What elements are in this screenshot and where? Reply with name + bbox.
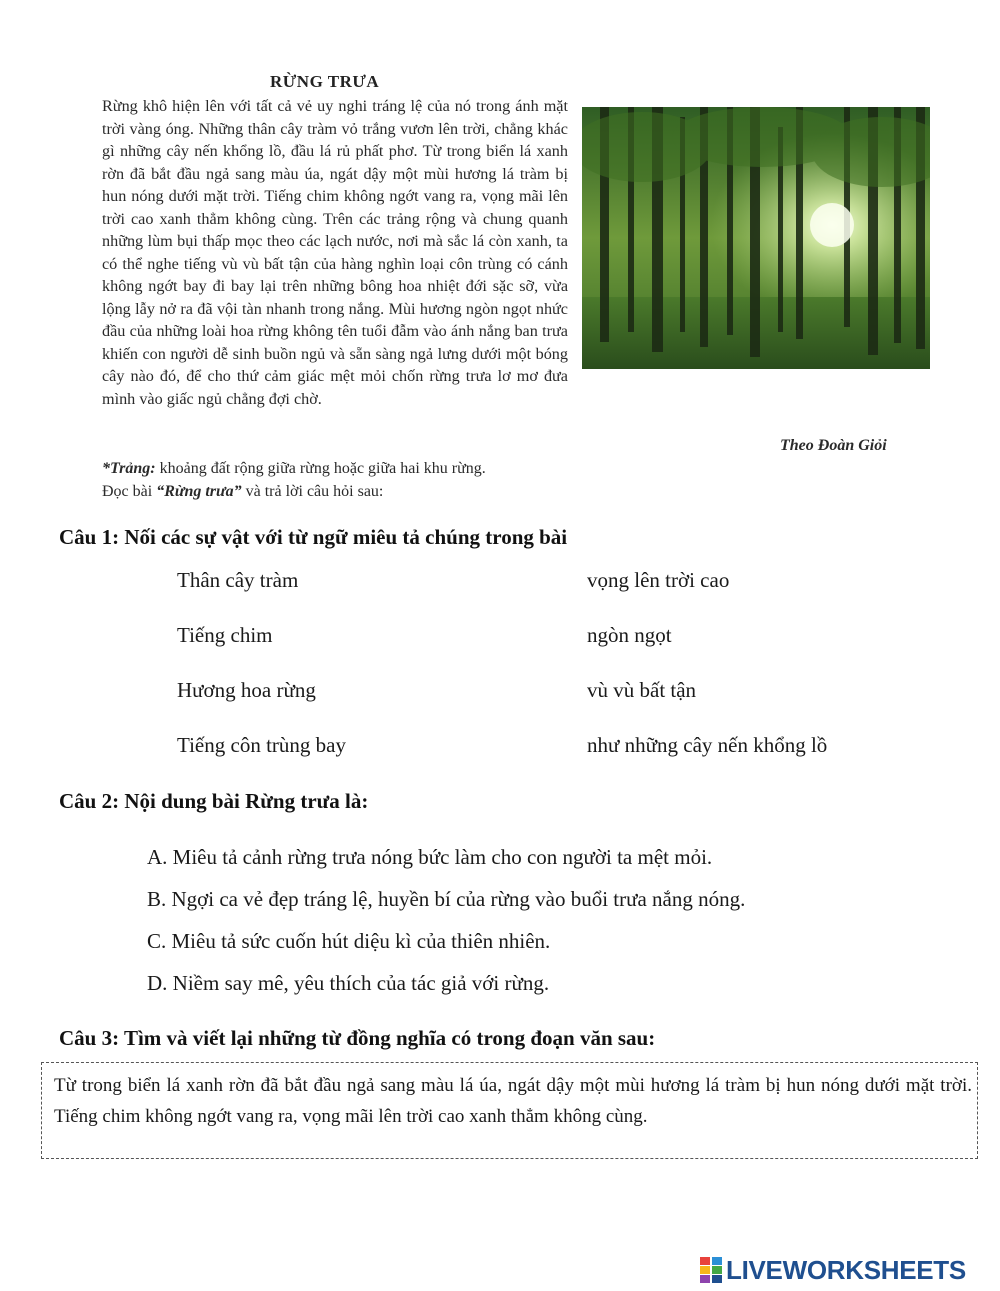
q3-paragraph[interactable]: Từ trong biển lá xanh rờn đã bắt đầu ngả sang màu lá úa, ngát dậy một mùi hương lá tràm bị hun nóng dưới mặt trời. Tiếng chim không ngớt vang ra, vọng mãi lên trời cao xanh thẳm không cùng. <box>54 1075 972 1127</box>
q1-left-item-3[interactable]: Hương hoa rừng <box>177 678 316 702</box>
forest-photo <box>582 107 930 369</box>
footnote-definition: khoảng đất rộng giữa rừng hoặc giữa hai khu rừng. <box>155 460 486 477</box>
footnote <box>102 458 486 503</box>
q2-option-d[interactable]: D. Niềm say mê, yêu thích của tác giả với rừng. <box>147 971 550 995</box>
passage-title: RỪNG TRƯA <box>270 72 380 91</box>
q1-title: Câu 1: Nối các sự vật với từ ngữ miêu tả chúng trong bài <box>59 525 568 549</box>
liveworksheets-logo <box>700 1254 966 1286</box>
q1-left-item-1[interactable]: Thân cây tràm <box>177 568 299 592</box>
logo-blocks-icon <box>700 1257 722 1283</box>
instruction-title: “Rừng trưa” <box>156 482 242 500</box>
instruction-line <box>102 481 486 504</box>
q1-left-item-2[interactable]: Tiếng chim <box>177 623 273 647</box>
q1-right-item-3[interactable]: vù vù bất tận <box>587 678 697 702</box>
q1-right-item-2[interactable]: ngòn ngọt <box>587 623 672 647</box>
q2-option-c[interactable]: C. Miêu tả sức cuốn hút diệu kì của thiên nhiên. <box>147 929 551 953</box>
passage-text: Rừng khô hiện lên với tất cả vẻ uy nghi tráng lệ của nó trong ánh mặt trời vàng óng. Những thân cây tràm vỏ trắng vươn lên trời, chẳng khác gì những cây nến khổng lồ, đầu lá rủ phất phơ. Từ trong biển lá xanh rờn đã bắt đầu ngả sang màu úa, ngát dậy một mùi hương lá tràm bị hun nóng dưới mặt trời. Tiếng chim không ngớt vang ra, vọng mãi lên trời cao xanh thẳm không cùng. Trên các trảng rộng và chung quanh những lùm bụi thấp mọc theo các lạch nước, nơi mà sắc lá còn xanh, ta có thể nghe tiếng vù vù bất tận của hàng nghìn loại côn trùng có cánh không ngớt bay đi bay lại trên những bông hoa nhiệt đới sặc sỡ, vừa lộng lẫy nở ra đã vội tàn nhanh trong nắng. Mùi hương ngòn ngọt nhức đầu của những loài hoa rừng không tên tuổi đẫm vào ánh nắng ban trưa khiến con người dễ sinh buồn ngủ và sẵn sàng ngả lưng dưới một bóng cây nào đó, để cho thứ cảm giác mệt mỏi chốn rừng trưa lơ mơ đưa mình vào giấc ngủ chẳng đợi chờ. <box>102 97 568 408</box>
q2-title: Câu 2: Nội dung bài Rừng trưa là: <box>59 789 369 813</box>
q2-option-b[interactable]: B. Ngợi ca vẻ đẹp tráng lệ, huyền bí của rừng vào buổi trưa nắng nóng. <box>147 887 746 911</box>
instruction-suffix: và trả lời câu hỏi sau: <box>241 482 384 500</box>
q2-option-a[interactable]: A. Miêu tả cảnh rừng trưa nóng bức làm cho con người ta mệt mỏi. <box>147 845 713 869</box>
logo-text: LIVEWORKSHEETS <box>726 1254 966 1285</box>
footnote-line <box>102 458 486 481</box>
q1-right-item-1[interactable]: vọng lên trời cao <box>587 568 730 592</box>
q3-title: Câu 3: Tìm và viết lại những từ đồng nghĩa có trong đoạn văn sau: <box>59 1026 656 1050</box>
q1-right-item-4[interactable]: như những cây nến khổng lồ <box>587 733 828 757</box>
q1-left-item-4[interactable]: Tiếng côn trùng bay <box>177 733 346 757</box>
passage-author: Theo Đoàn Giỏi <box>780 437 887 454</box>
instruction-prefix: Đọc bài <box>102 482 157 500</box>
passage-body <box>102 95 942 410</box>
footnote-term: *Trảng: <box>102 460 156 477</box>
